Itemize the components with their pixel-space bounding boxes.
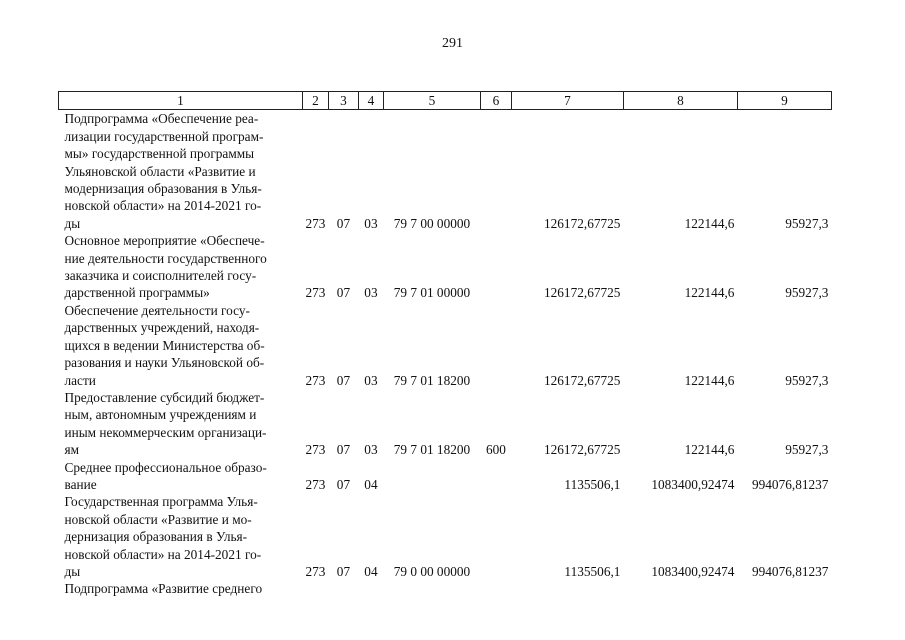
cell-subsection: 03 [364,215,378,231]
description-line: ным, автономным учреждениям и [64,407,257,423]
cell-subsection: 03 [364,372,378,388]
table-row [59,232,832,302]
cell-amount-col7: 1135506,1 [564,476,621,492]
description-line: дарственной программы» [64,285,210,301]
description-line: новской области» на 2014-2021 го- [64,546,262,562]
description-line: заказчика и соисполнителей госу- [64,268,257,284]
cell-amount-col8: 122144,6 [684,442,735,458]
cell-target-article: 79 7 01 18200 [393,442,471,458]
cell-expense-type [480,580,511,597]
description-line: дернизация образования в Улья- [64,529,248,545]
description-line: Основное мероприятие «Обеспече- [64,233,265,249]
table-row [59,459,832,494]
cell-description [59,232,303,302]
cell-description [59,110,303,232]
cell-description [59,389,303,459]
description-line: мы» государственной программы [64,146,255,162]
table-row [59,302,832,389]
cell-admin-code: 273 [305,442,326,458]
cell-amount-col8 [623,580,737,597]
cell-subsection: 04 [364,476,378,492]
description-line: ды [64,563,81,579]
cell-section: 07 [336,476,351,492]
table-row [59,493,832,580]
cell-target-article [383,580,480,597]
cell-amount-col9: 95927,3 [785,215,829,231]
cell-expense-type [480,302,511,389]
cell-description [59,580,303,597]
description-line: иным некоммерческим организаци- [64,424,267,440]
description-line: Предоставление субсидий бюджет- [64,389,265,405]
budget-table [58,91,832,598]
cell-admin-code: 273 [305,215,326,231]
column-header: 7 [511,92,623,110]
cell-amount-col9: 95927,3 [785,372,829,388]
column-header: 3 [328,92,358,110]
table-row [59,389,832,459]
cell-target-article: 79 0 00 00000 [393,563,471,579]
cell-subsection: 04 [364,563,378,579]
column-header: 8 [623,92,737,110]
cell-admin-code: 273 [305,476,326,492]
cell-section: 07 [336,285,351,301]
description-line: Подпрограмма «Обеспечение реа- [64,111,259,127]
cell-amount-col8: 1083400,92474 [651,476,735,492]
cell-target-article: 79 7 01 00000 [393,285,471,301]
cell-expense-type [480,459,511,494]
cell-amount-col9: 95927,3 [785,285,829,301]
cell-admin-code [303,580,329,597]
column-header: 6 [480,92,511,110]
cell-amount-col8: 1083400,92474 [651,563,735,579]
cell-description [59,493,303,580]
cell-target-article [383,459,480,494]
description-line: ласти [64,372,96,388]
description-line: модернизация образования в Улья- [64,181,262,197]
column-header: 2 [303,92,329,110]
cell-amount-col9: 994076,81237 [751,563,829,579]
cell-amount-col7: 126172,67725 [543,285,621,301]
description-line: Среднее профессиональное образо- [64,459,267,475]
description-line: дарственных учреждений, находя- [64,320,260,336]
cell-admin-code: 273 [305,372,326,388]
description-line: Подпрограмма «Развитие среднего [64,581,263,597]
cell-section [328,580,358,597]
cell-section: 07 [336,442,351,458]
cell-admin-code: 273 [305,285,326,301]
cell-amount-col7: 126172,67725 [543,372,621,388]
table-row [59,580,832,597]
cell-amount-col7: 1135506,1 [564,563,621,579]
description-line: лизации государственной програм- [64,128,264,144]
cell-description [59,302,303,389]
description-line: новской области «Развитие и мо- [64,511,252,527]
cell-section: 07 [336,215,351,231]
cell-amount-col9: 95927,3 [785,442,829,458]
cell-subsection: 03 [364,442,378,458]
table-body [59,110,832,598]
column-header: 4 [358,92,383,110]
description-line: разования и науки Ульяновской об- [64,355,265,371]
cell-subsection [358,580,383,597]
cell-expense-type [480,110,511,232]
cell-amount-col7 [511,580,623,597]
cell-amount-col8: 122144,6 [684,285,735,301]
cell-section: 07 [336,372,351,388]
cell-expense-type [480,232,511,302]
column-header: 1 [59,92,303,110]
cell-amount-col9 [737,580,831,597]
description-line: ние деятельности государственного [64,250,267,266]
table-row [59,110,832,232]
cell-amount-col9: 994076,81237 [751,476,829,492]
cell-description [59,459,303,494]
column-header: 9 [737,92,831,110]
cell-subsection: 03 [364,285,378,301]
cell-section: 07 [336,563,351,579]
cell-amount-col7: 126172,67725 [543,442,621,458]
cell-target-article: 79 7 01 18200 [393,372,471,388]
cell-amount-col8: 122144,6 [684,372,735,388]
cell-amount-col7: 126172,67725 [543,215,621,231]
cell-target-article: 79 7 00 00000 [393,215,471,231]
description-line: ям [64,442,80,458]
column-number-row [59,92,832,110]
description-line: Государственная программа Улья- [64,494,258,510]
description-line: новской области» на 2014-2021 го- [64,198,262,214]
cell-amount-col8: 122144,6 [684,215,735,231]
cell-expense-type: 600 [485,442,506,458]
cell-expense-type [480,493,511,580]
description-line: Ульяновской области «Развитие и [64,163,256,179]
cell-admin-code: 273 [305,563,326,579]
page-number: 291 [442,36,463,51]
column-header: 5 [383,92,480,110]
description-line: вание [64,476,97,492]
description-line: щихся в ведении Министерства об- [64,337,265,353]
description-line: Обеспечение деятельности госу- [64,302,250,318]
description-line: ды [64,215,81,231]
